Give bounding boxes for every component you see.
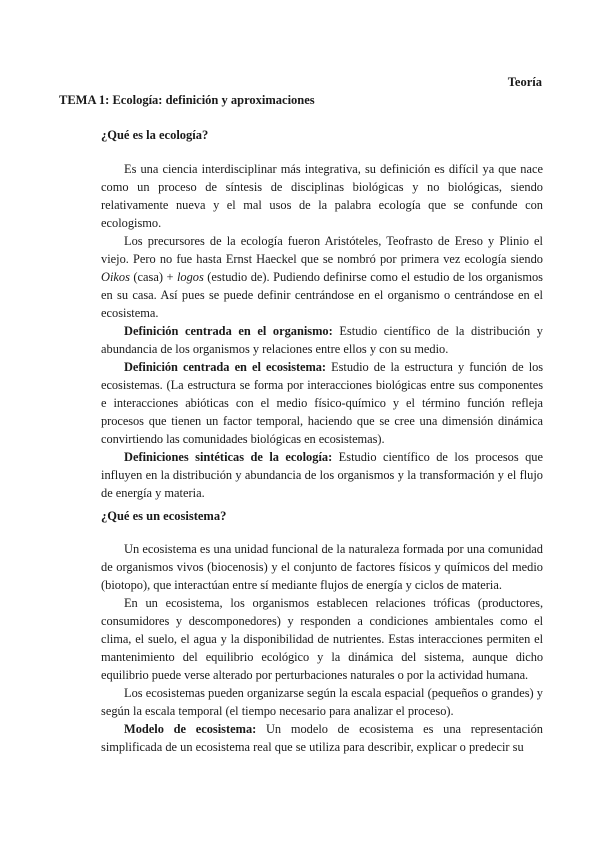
model-label: Modelo de ecosistema: (124, 722, 257, 736)
def-synthetic-label: Definiciones sintéticas de la ecología: (124, 450, 333, 464)
model-text: Un modelo de ecosistema es una representación simplificada de un ecosistema real que se utiliza para describir, explicar o predecir su (101, 722, 543, 754)
def-ecosystem-text: Estudio de la estructura y función de los ecosistemas. (La estructura se forma por interacciones biológicas entre sus componentes e interacciones abióticas con el medio físico-químico y el término función refleja procesos que tienen un factor temporal, haciendo que se cree una dimensión dinámica convirtiendo las comunidades biológicas en ecosistemas). (101, 360, 543, 446)
precursors-text-before: Los precursores de la ecología fueron Aristóteles, Teofrasto de Ereso y Plinio el viejo. Pero no fue hasta Ernst Haeckel que se nombró por primera vez ecología siendo (101, 234, 543, 266)
paragraph-intro: Es una ciencia interdisciplinar más integrativa, su definición es difícil ya que nace como un proceso de síntesis de disciplinas biológicas y no biológicas, siendo relativamente nueva y el mal usos de la palabra ecología que se confunde con ecologismo. (101, 162, 543, 230)
term-oikos: Oikos (101, 270, 130, 284)
section-body-ecosistema (101, 540, 543, 756)
section-body-ecologia (101, 160, 543, 502)
paragraph-precursors (101, 232, 543, 322)
def-ecosystem-label: Definición centrada en el ecosistema: (124, 360, 326, 374)
def-organism-text: Estudio científico de la distribución y abundancia de los organismos y relaciones entre ellos y con su medio. (101, 324, 543, 356)
precursors-text-mid: (casa) + (129, 270, 177, 284)
section-heading-ecosistema: ¿Qué es un ecosistema? (101, 509, 227, 523)
paragraph-def-ecosystem (101, 358, 543, 448)
paragraph-def-synthetic (101, 448, 543, 502)
paragraph-ecosystem-model (101, 720, 543, 756)
section-heading-ecologia: ¿Qué es la ecología? (101, 128, 209, 142)
precursors-text-after: (estudio de). Pudiendo definirse como el estudio de los organismos en su casa. Así pues se puede definir centrándose en el organismo o centrándose en el ecosistema. (101, 270, 543, 320)
paragraph-ecosystem-relations: En un ecosistema, los organismos establecen relaciones tróficas (productores, consumidores y descomponedores) y responden a condiciones ambientales como el clima, el suelo, el agua y la disponibilidad de nutrientes. Estas interacciones permiten el mantenimiento del equilibrio ecológico y la dinámica del sistema, aunque dicho equilibrio puede verse alterado por perturbaciones naturales o por la actividad humana. (101, 596, 543, 682)
def-organism-label: Definición centrada en el organismo: (124, 324, 333, 338)
page-header-label: Teoría (507, 75, 542, 89)
paragraph-def-organism (101, 322, 543, 358)
paragraph-ecosystem-definition: Un ecosistema es una unidad funcional de la naturaleza formada por una comunidad de organismos vivos (biocenosis) y el conjunto de factores físicos y químicos del medio (biotopo), que interactúan entre sí mediante flujos de energía y ciclos de materia. (101, 542, 543, 592)
def-synthetic-text: Estudio científico de los procesos que influyen en la distribución y abundancia de los organismos y la transformación y el flujo de energía y materia. (101, 450, 543, 500)
term-logos: logos (176, 270, 204, 284)
topic-title: TEMA 1: Ecología: definición y aproximaciones (59, 93, 315, 107)
paragraph-ecosystem-scales: Los ecosistemas pueden organizarse según la escala espacial (pequeños o grandes) y según la escala temporal (el tiempo necesario para analizar el proceso). (101, 686, 543, 718)
